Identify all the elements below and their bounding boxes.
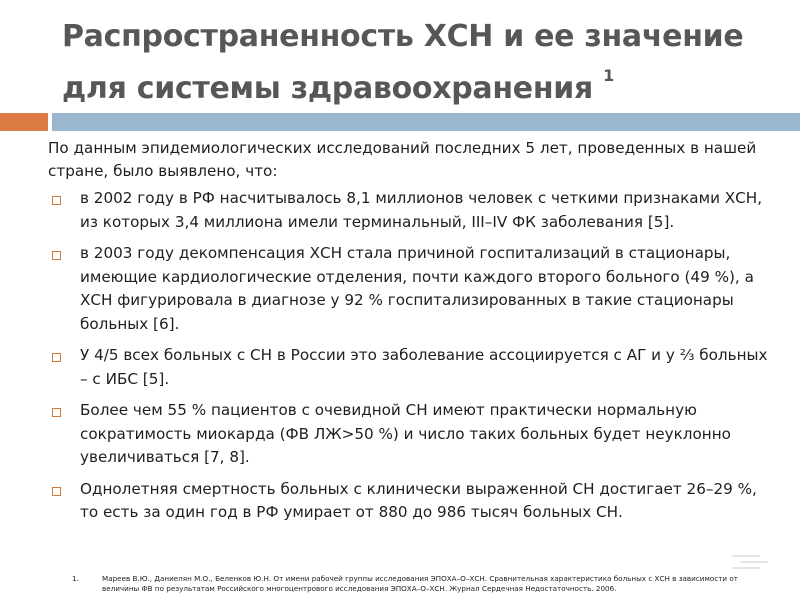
square-bullet-icon	[52, 353, 61, 362]
bullet-list	[52, 187, 772, 533]
title-line-2-text: для системы здравоохранения	[62, 71, 593, 106]
list-item	[52, 478, 772, 525]
square-bullet-icon	[52, 196, 61, 205]
accent-bar-orange	[0, 113, 48, 131]
list-item	[52, 242, 772, 336]
list-item	[52, 187, 772, 234]
list-item-text: в 2003 году декомпенсация ХСН стала причиной госпитализаций в стационары, имеющие кардиологические отделения, почти каждого второго больного (49 %), а ХСН фигурировала в диагнозе у 92 % госпитализированных в такие стационары больных [6].	[80, 244, 754, 333]
list-item-text: Более чем 55 % пациентов с очевидной СН имеют практически нормальную сократимость миокарда (ФВ ЛЖ>50 %) и число таких больных будет неуклонно увеличиваться [7, 8].	[80, 401, 731, 466]
list-item-text: в 2002 году в РФ насчитывалось 8,1 миллионов человек с четкими признаками ХСН, из которых 3,4 миллиона имели терминальный, III–IV ФК заболевания [5].	[80, 189, 763, 231]
square-bullet-icon	[52, 408, 61, 417]
corner-decoration-icon	[730, 550, 770, 574]
title-line-1: Распространенность ХСН и ее значение	[62, 19, 744, 54]
accent-bar-blue	[52, 113, 800, 131]
list-item-text: У 4/5 всех больных с СН в России это заболевание ассоциируется с АГ и у ⅔ больных – с ИБС [5].	[80, 346, 768, 388]
square-bullet-icon	[52, 251, 61, 260]
slide-title	[62, 14, 782, 111]
square-bullet-icon	[52, 487, 61, 496]
footnote	[72, 574, 762, 594]
footnote-number: 1.	[72, 574, 79, 583]
title-line-2	[62, 59, 782, 111]
title-footnote-marker: 1	[603, 66, 614, 85]
intro-paragraph: По данным эпидемиологических исследований последних 5 лет, проведенных в нашей стране, было выявлено, что:	[48, 139, 757, 180]
list-item	[52, 344, 772, 391]
footnote-text: Мареев В.Ю., Даниелян М.О., Беленков Ю.Н. От имени рабочей группы исследования ЭПОХА–О–ХСН. Сравнительная характеристика больных с ХСН в зависимости от величины ФВ по результатам Российского многоцентрового исследования ЭПОХА–О–ХСН. Журнал Сердечная Недостаточность. 2006.	[102, 574, 738, 593]
list-item-text: Однолетняя смертность больных с клинически выраженной СН достигает 26–29 %, то есть за один год в РФ умирает от 880 до 986 тысяч больных СН.	[80, 479, 757, 521]
list-item	[52, 399, 772, 470]
